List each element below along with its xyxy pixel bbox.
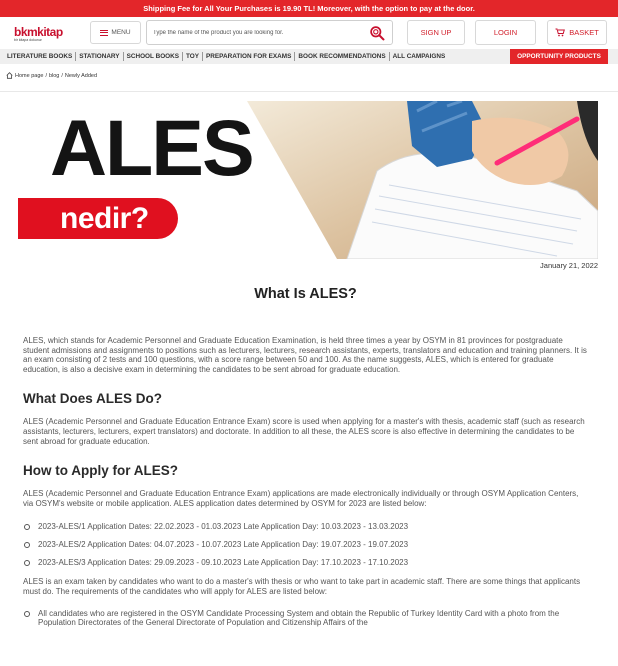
article-title: What Is ALES? <box>254 286 357 302</box>
requirements-list <box>23 609 588 628</box>
breadcrumb-current: Newly Added <box>64 72 98 79</box>
section-paragraph-how-to-apply: ALES (Academic Personnel and Graduate Education Entrance Exam) applications are made electronically individually or through OSYM Application Centers, via OSYM's website or mobile application. ALES application dates determined by OSYM for 2023 are listed below: <box>23 489 579 508</box>
shipping-announcement-bar <box>0 0 618 17</box>
search-input[interactable] <box>153 27 363 39</box>
hero-subtitle-pill: nedir? <box>18 198 178 239</box>
logo-tagline: bir kitapa dokunur <box>14 38 42 42</box>
breadcrumb: Home page / blog / Newly Added <box>6 72 97 79</box>
article-body <box>23 286 588 628</box>
basket-label: BASKET <box>569 28 599 37</box>
nav-item-preparation-for-exams[interactable]: PREPARATION FOR EXAMS <box>202 52 294 61</box>
breadcrumb-divider <box>0 91 618 92</box>
search-box <box>146 20 393 45</box>
nav-item-literature-books[interactable]: LITERATURE BOOKS <box>7 53 73 60</box>
nav-item-stationary[interactable]: STATIONARY <box>75 52 122 61</box>
list-item: 2023-ALES/2 Application Dates: 04.07.2023 - 10.07.2023 Late Application Day: 19.07.2023 - 19.07.2023 <box>23 540 588 550</box>
article-intro-paragraph: ALES, which stands for Academic Personnel and Graduate Education Examination, is held three times a year by OSYM in 81 provinces for postgraduate student admissions and assignments to positions such as lecturers, lecturers, research assistants, experts, translators and education and training planners. It is an exam consisting of 2 tests and 100 questions, with a score range between 50 and 100. As the name suggests, ALES, which is entered for graduate education, is also a decisive exam in determining the candidates to be sent abroad for graduate education. <box>23 336 587 374</box>
nav-item-toy[interactable]: TOY <box>182 52 202 61</box>
home-icon <box>6 72 13 79</box>
breadcrumb-blog[interactable]: blog <box>48 72 60 79</box>
login-label: LOGIN <box>493 28 518 37</box>
section-heading-what-does-ales-do: What Does ALES Do? <box>23 391 163 407</box>
nav-item-all-campaigns[interactable]: ALL CAMPAIGNS <box>389 52 449 61</box>
hero-title: ALES <box>50 103 253 192</box>
category-nav <box>0 49 618 64</box>
signup-label: SIGN UP <box>420 28 452 37</box>
shipping-announcement-text: Shipping Fee for All Your Purchases is 19.90 TL! Moreover, with the option to pay at the door. <box>143 4 475 13</box>
list-item: All candidates who are registered in the OSYM Candidate Processing System and obtain the Republic of Turkey Identity Card with a photo from the Population Directorates of the General Directorate of Population and Citizenship Affairs of the <box>23 609 588 628</box>
hamburger-icon <box>100 30 108 36</box>
signup-button[interactable] <box>407 20 465 45</box>
application-dates-list <box>23 522 588 568</box>
search-icon[interactable] <box>369 25 386 42</box>
list-item: 2023-ALES/1 Application Dates: 22.02.2023 - 01.03.2023 Late Application Day: 10.03.2023 - 13.03.2023 <box>23 522 588 532</box>
basket-button[interactable] <box>547 20 607 45</box>
menu-button[interactable] <box>90 21 141 44</box>
logo-wordmark: bkmkitap <box>14 25 63 39</box>
breadcrumb-home[interactable]: Home page <box>15 72 44 79</box>
login-button[interactable] <box>475 20 536 45</box>
section-heading-how-to-apply: How to Apply for ALES? <box>23 463 178 479</box>
nav-item-book-recommendations[interactable]: BOOK RECOMMENDATIONS <box>294 52 388 61</box>
hero-banner-image <box>17 101 598 259</box>
article-date: January 21, 2022 <box>540 261 598 270</box>
requirements-intro-paragraph: ALES is an exam taken by candidates who want to do a master's with thesis or who want to take part in academic staff. There are some things that applicants must do. The requirements of the candidates who will apply for ALES are listed below: <box>23 577 581 596</box>
nav-item-school-books[interactable]: SCHOOL BOOKS <box>123 52 182 61</box>
menu-button-label: MENU <box>111 29 131 36</box>
site-header <box>0 17 618 49</box>
list-item: 2023-ALES/3 Application Dates: 29.09.2023 - 09.10.2023 Late Application Day: 17.10.2023 - 17.10.2023 <box>23 558 588 568</box>
section-paragraph-what-does-ales-do: ALES (Academic Personnel and Graduate Education Entrance Exam) score is used when applying for a master's with thesis, academic staff (such as research assistants, lecturers, lecturers, expert translators) and doctorate. In addition to all these, the ALES score is also effective in determining the candidates to be sent abroad for graduate education. <box>23 417 585 446</box>
bkmkitap-logo[interactable] <box>14 26 74 43</box>
nav-item-opportunity-products[interactable]: OPPORTUNITY PRODUCTS <box>510 49 608 64</box>
shopping-cart-icon <box>555 28 565 37</box>
